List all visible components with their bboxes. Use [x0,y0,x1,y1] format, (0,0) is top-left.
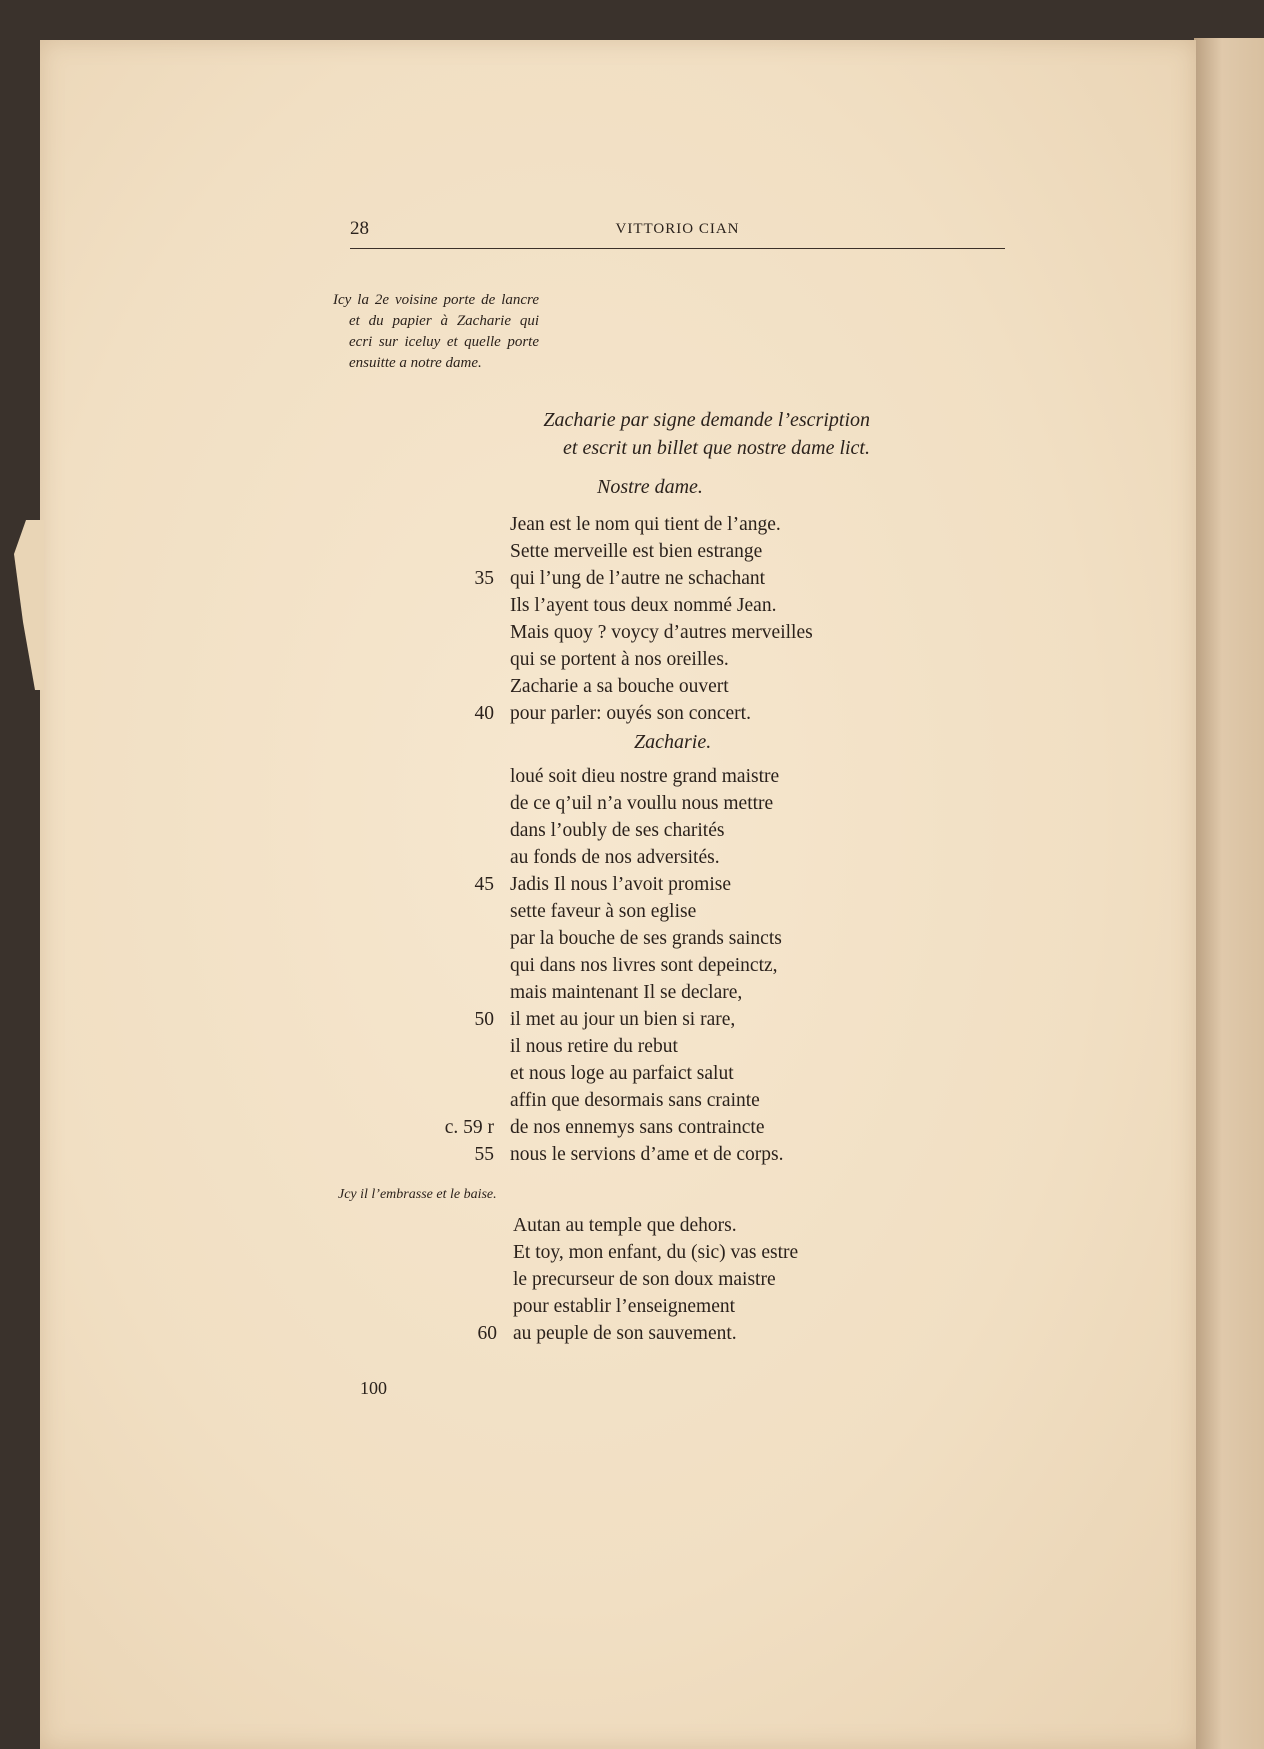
margin-note-stage-direction: Icy la 2e voisine porte de lancre et du papier à Zacharie qui ecri sur iceluy et quelle porte ensuitte a notre dame. [333,292,539,371]
verse-text: sette faveur à son eglise [510,901,697,922]
verse-text: il met au jour un bien si rare, [510,1009,736,1030]
verse-number: 40 [474,703,494,724]
book-edge [1194,38,1264,1749]
verse-line [380,817,880,844]
verse-line [380,790,880,817]
torn-page-edge [14,520,44,690]
verse-number: 35 [474,568,494,589]
verse-line [380,619,880,646]
verse-number: 45 [474,874,494,895]
verse-text: Jean est le nom qui tient de l’ange. [510,514,781,535]
verse-line [380,538,880,565]
verse-text: au fonds de nos adversités. [510,847,720,868]
verse-text: pour establir l’enseignement [513,1296,736,1317]
verse-text: qui dans nos livres sont depeinctz, [510,955,778,976]
speaker-heading-nostre-dame: Nostre dame. [597,476,703,498]
verse-text: loué soit dieu nostre grand maistre [510,766,780,787]
verse-text: qui l’ung de l’autre ne schachant [510,568,766,589]
verse-line [380,1114,880,1141]
verse-line [383,1212,883,1239]
verse-block-2 [380,763,880,1168]
verse-number: 55 [474,1144,494,1165]
running-title: VITTORIO CIAN [615,221,740,237]
verse-line [380,1060,880,1087]
verse-text: nous le servions d’ame et de corps. [510,1144,784,1165]
verse-line [380,871,880,898]
verse-line [383,1293,883,1320]
verse-line [383,1320,883,1347]
verse-text: affin que desormais sans crainte [510,1090,760,1111]
verse-text: mais maintenant Il se declare, [510,982,743,1003]
verse-text: au peuple de son sauvement. [513,1323,737,1344]
verse-text: pour parler: ouyés son concert. [510,703,751,724]
verse-line [380,844,880,871]
page-number: 28 [350,218,369,239]
verse-line [380,700,880,727]
verse-text: Autan au temple que dehors. [513,1215,737,1236]
page-header [350,218,1005,249]
verse-line [383,1266,883,1293]
margin-note-embrace: Jcy il l’embrasse et le baise. [338,1187,497,1202]
verse-line [380,898,880,925]
verse-line [380,952,880,979]
signature-mark: 100 [360,1378,387,1398]
verse-text: Jadis Il nous l’avoit promise [510,874,731,895]
verse-line [380,763,880,790]
verse-text: il nous retire du rebut [510,1036,678,1057]
verse-text: de ce q’uil n’a voullu nous mettre [510,793,774,814]
verse-text: Sette merveille est bien estrange [510,541,763,562]
verse-text: dans l’oubly de ses charités [510,820,725,841]
verse-text: de nos ennemys sans contraincte [510,1117,765,1138]
verse-number: 60 [477,1323,497,1344]
verse-number: 50 [474,1009,494,1030]
verse-line [380,1033,880,1060]
stage-direction-line-2: et escrit un billet que nostre dame lict. [563,437,870,459]
verse-line [380,1087,880,1114]
speaker-heading-zacharie: Zacharie. [634,731,712,753]
verse-line [380,1006,880,1033]
verse-number: c. 59 r [444,1117,494,1138]
verse-line [380,1141,880,1168]
verse-line [383,1239,883,1266]
verse-block-3 [383,1212,883,1347]
verse-line [380,646,880,673]
verse-text: Et toy, mon enfant, du (sic) vas estre [513,1242,799,1263]
verse-block-1 [380,511,880,727]
verse-line [380,673,880,700]
verse-line [380,979,880,1006]
verse-text: par la bouche de ses grands saincts [510,928,782,949]
verse-text: Zacharie a sa bouche ouvert [510,676,729,697]
verse-text: qui se portent à nos oreilles. [510,649,729,670]
verse-text: le precurseur de son doux maistre [513,1269,776,1290]
verse-text: et nous loge au parfaict salut [510,1063,734,1084]
verse-line [380,925,880,952]
verse-line [380,511,880,538]
verse-text: Ils l’ayent tous deux nommé Jean. [510,595,777,616]
verse-line [380,592,880,619]
verse-text: Mais quoy ? voycy d’autres merveilles [510,622,813,643]
stage-direction-line-1: Zacharie par signe demande l’escription [543,409,870,431]
verse-line [380,565,880,592]
